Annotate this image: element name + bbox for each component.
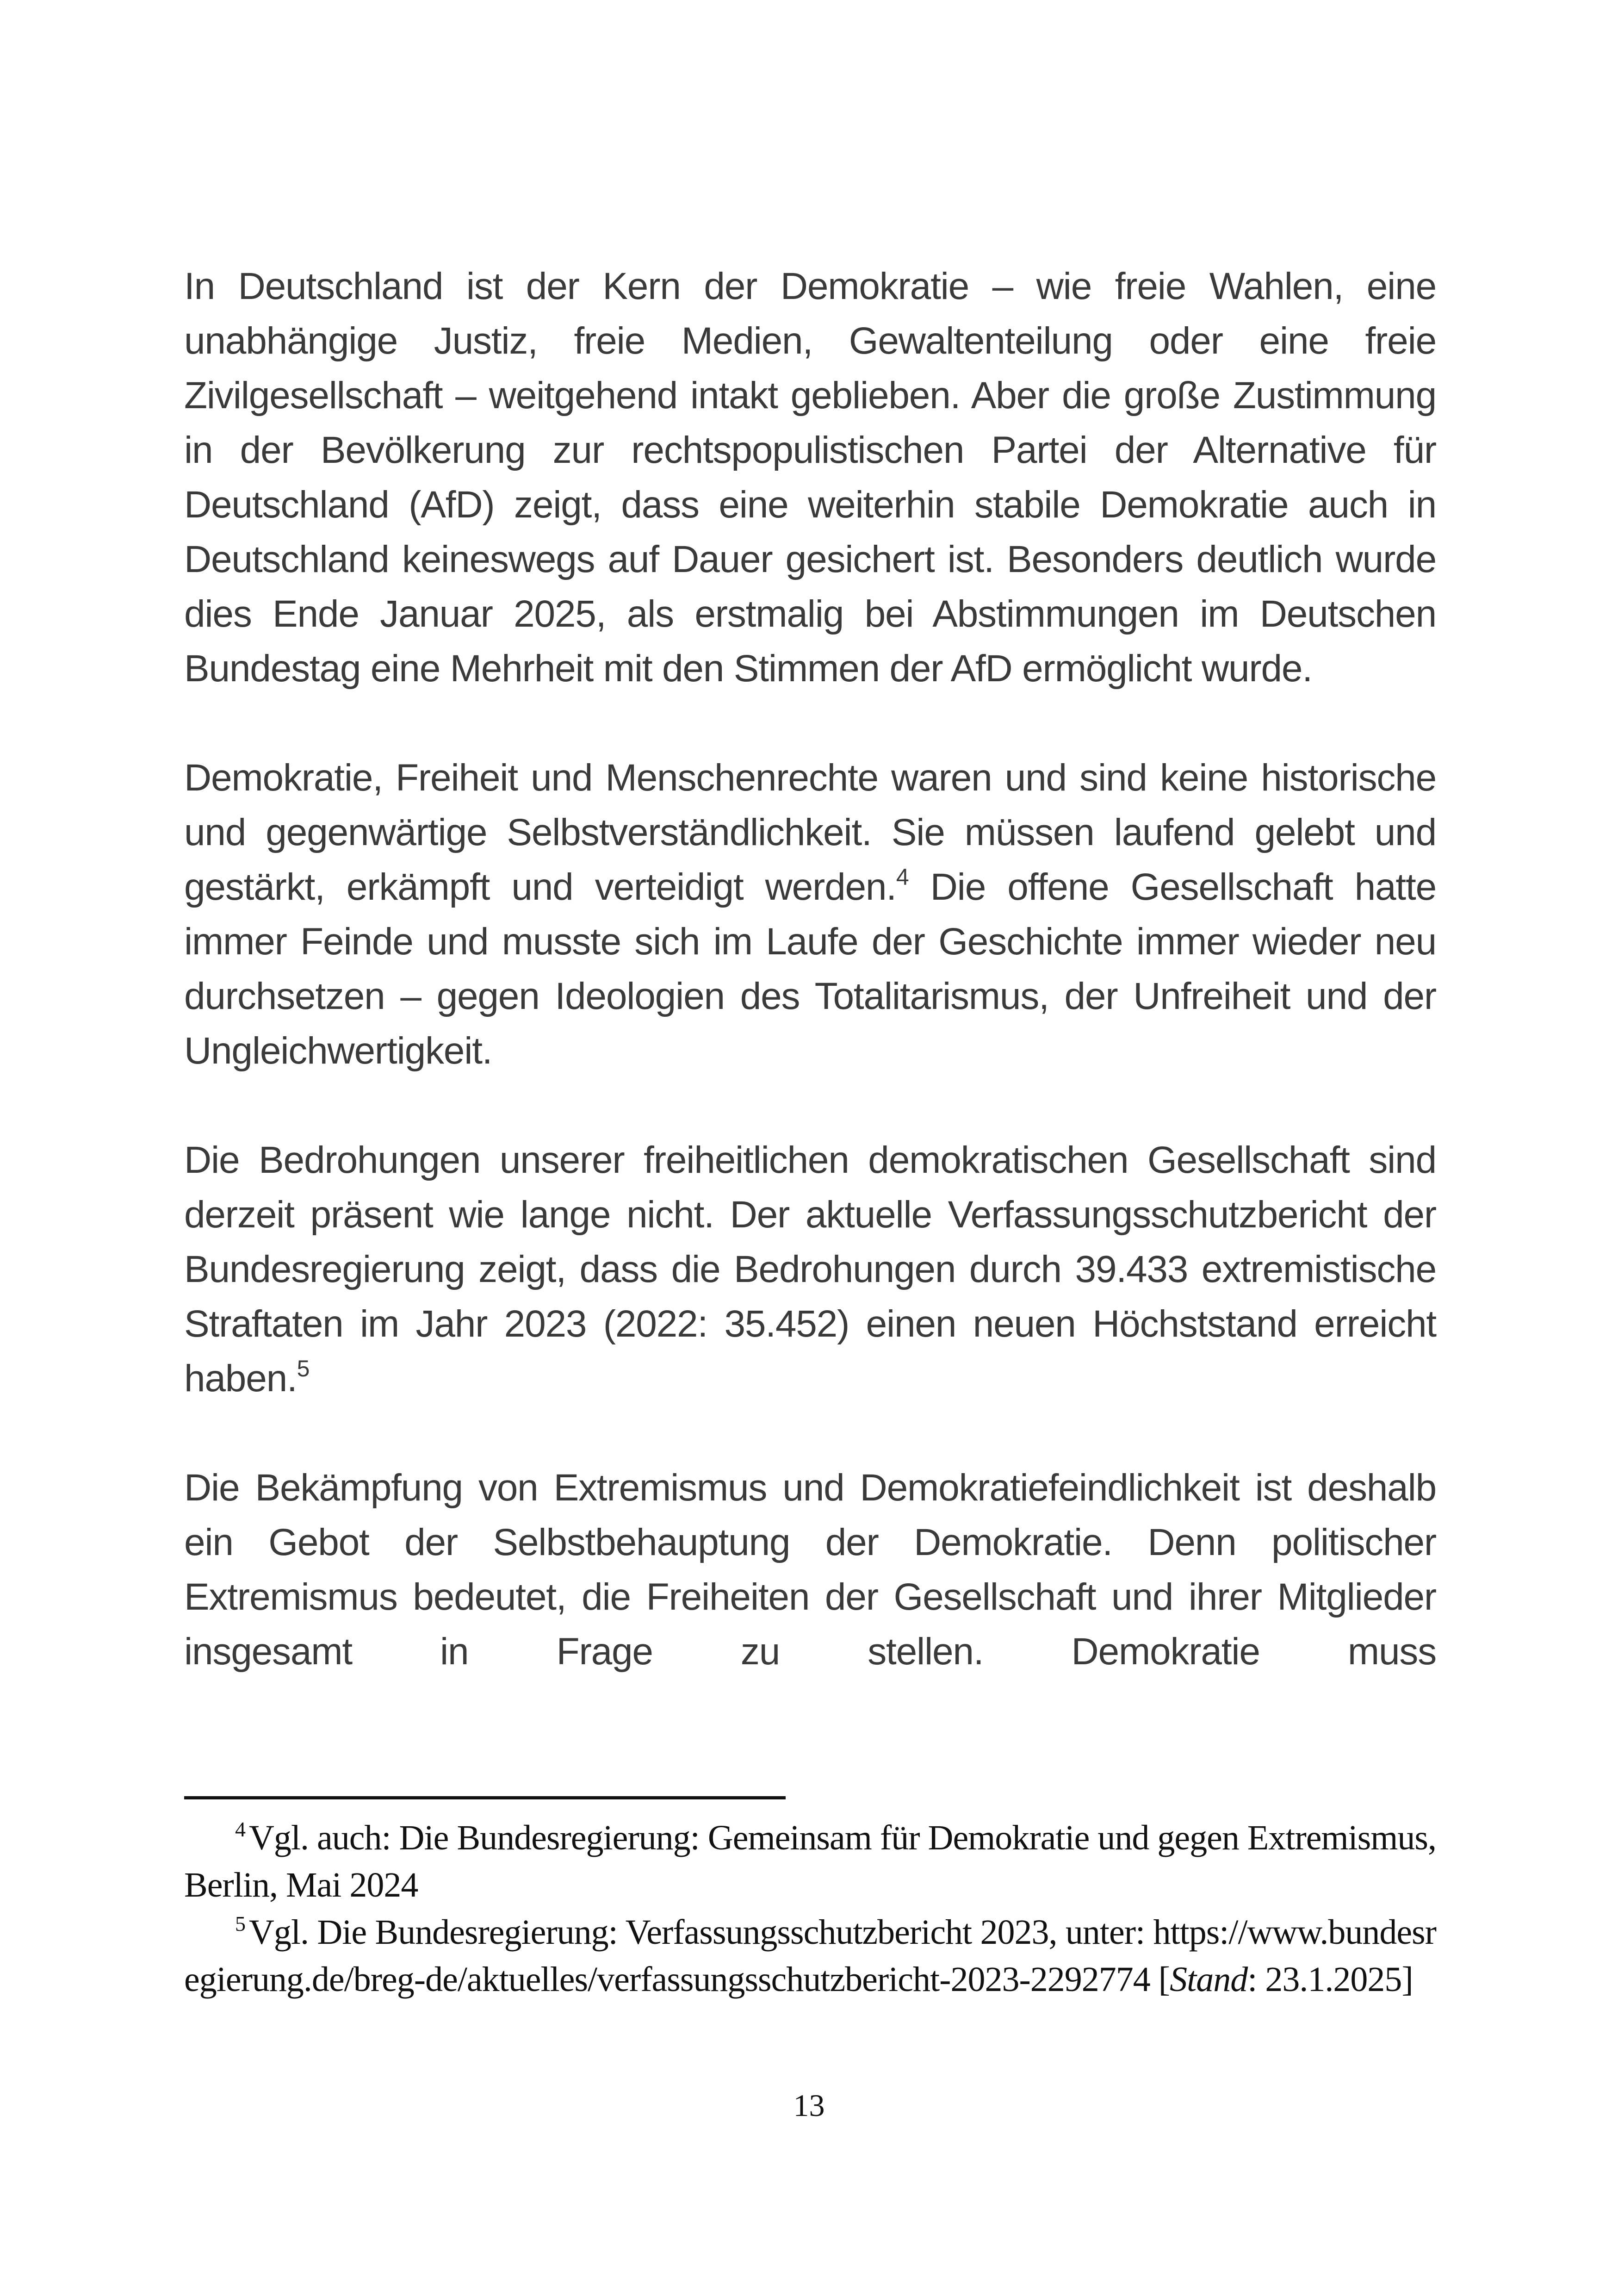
paragraph-extremism xyxy=(184,1461,1436,1679)
footnote-text: Vgl. Die Bundesregierung: Verfassungsschutzbericht 2023, unter: xyxy=(249,1913,1153,1952)
footnote-ref-4[interactable]: 4 xyxy=(896,864,909,890)
footnote-url-link[interactable]: https://www.bundesregierung.de/breg-de/aktuelles/verfassungsschutzbericht-2023-2292774 xyxy=(184,1913,1436,1999)
paragraph-freedom-rights xyxy=(184,751,1436,1078)
paragraph-text: Die Bedrohungen unserer freiheitlichen demokratischen Gesellschaft sind derzeit präsent wie lange nicht. Der aktuelle Verfassungsschutzbericht der Bundesregierung zeigt, dass die Bedrohungen durch 39.433 extremistische Straftaten im Jahr 2023 (2022: 35.452) einen neuen Höchststand erreicht haben. xyxy=(184,1139,1436,1400)
footnote-stand-label: Stand xyxy=(1170,1960,1248,1999)
footnote-bracket: [ xyxy=(1150,1960,1170,1999)
paragraph-text: Die Bekämpfung von Extremismus und Demokratiefeindlichkeit ist deshalb ein Gebot der Selbstbehauptung der Demokratie. Denn politischer Extremismus bedeutet, die Freiheiten der Gesellschaft und ihrer Mitglieder insgesamt in Frage zu stellen. Demokratie muss xyxy=(184,1467,1436,1673)
paragraph-threats xyxy=(184,1133,1436,1406)
footnote-divider xyxy=(184,1796,786,1799)
paragraph-text: Die offene Gesellschaft hatte immer Feinde und musste sich im Laufe der Geschichte immer wieder neu durchsetzen – gegen Ideologien des Totalitarismus, der Unfreiheit und der Ungleichwertigkeit. xyxy=(184,866,1437,1072)
footnotes xyxy=(184,1814,1436,2003)
footnote-ref-5[interactable]: 5 xyxy=(297,1356,310,1381)
footnote-text: Vgl. auch: Die Bundesregierung: Gemeinsam für Demokratie und gegen Extremismus, Berlin, Mai 2024 xyxy=(184,1818,1436,1904)
paragraph-democracy-core xyxy=(184,259,1436,696)
footnote-4 xyxy=(184,1814,1436,1909)
body-text xyxy=(184,259,1436,1679)
footnote-stand-date: : 23.1.2025] xyxy=(1247,1960,1413,1999)
footnote-number: 4 xyxy=(235,1817,245,1841)
paragraph-text: Demokratie, Freiheit und Menschenrechte waren und sind keine historische und gegenwärtige Selbstverständlichkeit. Sie müssen laufend gelebt und gestärkt, erkämpft und verteidigt werden. xyxy=(184,757,1436,908)
footnote-number: 5 xyxy=(235,1912,245,1935)
paragraph-text: In Deutschland ist der Kern der Demokratie – wie freie Wahlen, eine unabhängige Justiz, freie Medien, Gewaltenteilung oder eine freie Zivilgesellschaft – weitgehend intakt geblieben. Aber die große Zustimmung in der Bevölkerung zur rechtspopulistischen Partei der Alternative für Deutschland (AfD) zeigt, dass eine weiterhin stabile Demokratie auch in Deutschland keineswegs auf Dauer gesichert ist. Besonders deutlich wurde dies Ende Januar 2025, als erstmalig bei Abstimmungen im Deutschen Bundestag eine Mehrheit mit den Stimmen der AfD ermöglicht wurde. xyxy=(184,265,1436,690)
page-number: 13 xyxy=(793,2088,825,2123)
footnote-5 xyxy=(184,1909,1436,2003)
